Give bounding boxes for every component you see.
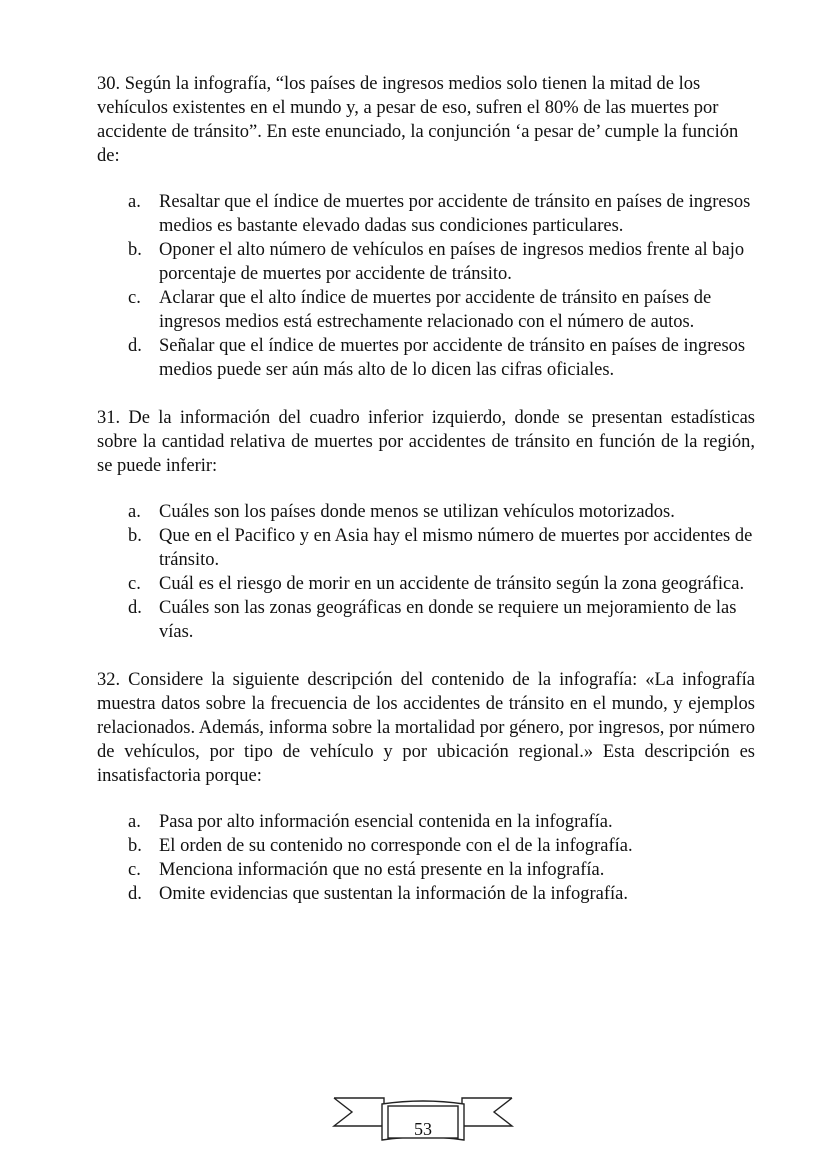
question-32-options [97,810,755,906]
option-item [97,334,755,382]
option-text: Cuál es el riesgo de morir en un accidente de tránsito según la zona geográfica. [159,574,745,594]
option-item [97,238,755,286]
option-letter: d. [128,884,142,904]
option-letter: a. [128,192,141,212]
option-letter: b. [128,526,142,546]
option-letter: a. [128,812,141,832]
option-text: Omite evidencias que sustentan la información de la infografía. [159,884,629,904]
option-item [97,572,755,596]
question-32-stem: 32. Considere la siguiente descripción del contenido de la infografía: «La infografía muestra datos sobre la frecuencia de los accidentes de tránsito en el mundo, y ejemplos relacionados. Además, informa sobre la mortalidad por género, por ingresos, por número de vehículos, por tipo de vehículo y por ubicación regional.» Esta descripción es insatisfactoria porque: [97,670,755,786]
option-letter: b. [128,240,142,260]
page-number: 53 [414,1119,432,1139]
option-item [97,286,755,334]
option-item [97,834,755,858]
option-letter: a. [128,502,141,522]
option-text: El orden de su contenido no corresponde con el de la infografía. [159,836,633,856]
option-text: Señalar que el índice de muertes por accidente de tránsito en países de ingresos medios puede ser aún más alto de lo dicen las cifras oficiales. [159,336,746,380]
option-letter: c. [128,574,141,594]
option-item [97,190,755,238]
option-letter: d. [128,336,142,356]
page-footer [330,1096,516,1146]
option-letter: c. [128,860,141,880]
question-30-stem: 30. Según la infografía, “los países de ingresos medios solo tienen la mitad de los vehículos existentes en el mundo y, a pesar de eso, sufren el 80% de las muertes por accidente de tránsito”. En este enunciado, la conjunción ‘a pesar de’ cumple la función de: [97,74,739,166]
option-letter: d. [128,598,142,618]
option-item [97,524,755,572]
option-item [97,858,755,882]
option-letter: b. [128,836,142,856]
option-text: Pasa por alto información esencial contenida en la infografía. [159,812,613,832]
option-text: Aclarar que el alto índice de muertes por accidente de tránsito en países de ingresos medios está estrechamente relacionado con el número de autos. [159,288,712,332]
question-30-options [97,190,755,382]
question-31-stem: 31. De la información del cuadro inferior izquierdo, donde se presentan estadísticas sobre la cantidad relativa de muertes por accidentes de tránsito en función de la región, se puede inferir: [97,408,755,476]
option-item [97,596,755,644]
page-content [97,72,755,906]
option-item [97,882,755,906]
option-text: Oponer el alto número de vehículos en países de ingresos medios frente al bajo porcentaje de muertes por accidente de tránsito. [159,240,745,284]
option-text: Cuáles son los países donde menos se utilizan vehículos motorizados. [159,502,675,522]
option-letter: c. [128,288,141,308]
option-text: Resaltar que el índice de muertes por accidente de tránsito en países de ingresos medios es bastante elevado dadas sus condiciones particulares. [159,192,751,236]
option-item [97,500,755,524]
question-31-options [97,500,755,644]
option-item [97,810,755,834]
option-text: Que en el Pacifico y en Asia hay el mismo número de muertes por accidentes de tránsito. [159,526,753,570]
option-text: Cuáles son las zonas geográficas en donde se requiere un mejoramiento de las vías. [159,598,737,642]
option-text: Menciona información que no está presente en la infografía. [159,860,605,880]
